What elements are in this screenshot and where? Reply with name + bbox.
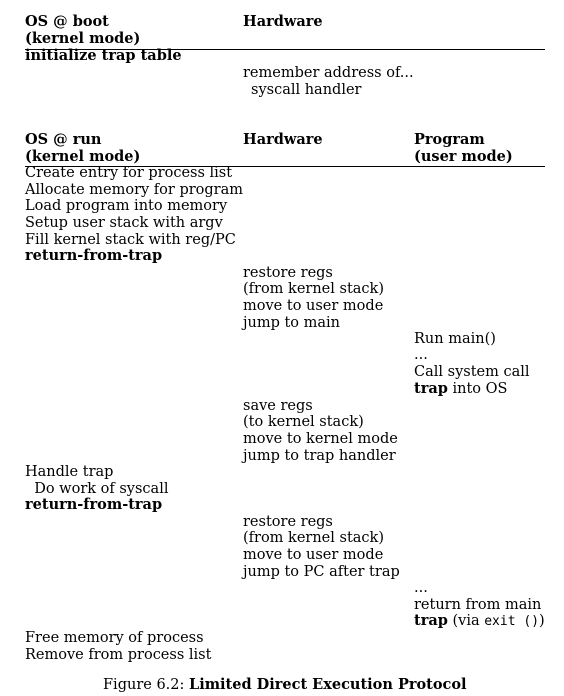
boot-hardware-header: Hardware — [243, 13, 323, 30]
figure-caption — [103, 677, 467, 694]
os-step-return-from-trap-2: return-from-trap — [25, 496, 163, 513]
prog-exit-code: exit () — [484, 614, 540, 629]
run-program-header-line2: (user mode) — [414, 148, 513, 165]
prog-close-paren: ) — [539, 613, 545, 629]
os-remove-from-process-list: Remove from process list — [25, 647, 212, 663]
os-step-create-entry: Create entry for process list — [25, 165, 233, 181]
hw-move-to-user-mode-1: move to user mode — [243, 298, 384, 314]
hw-move-to-kernel-mode: move to kernel mode — [243, 431, 398, 447]
boot-hardware-row-1: remember address of... — [243, 65, 414, 81]
boot-os-header-line2: (kernel mode) — [25, 30, 141, 47]
hw-move-to-user-mode-2: move to user mode — [243, 547, 384, 563]
hw-restore-regs-2: restore regs — [243, 514, 333, 530]
boot-os-row: initialize trap table — [25, 47, 182, 64]
hw-jump-to-trap-handler: jump to trap handler — [243, 448, 396, 464]
os-step-allocate-memory: Allocate memory for program — [25, 182, 243, 198]
prog-return-from-main: return from main — [414, 597, 542, 613]
run-os-header-line2: (kernel mode) — [25, 148, 141, 165]
hw-save-regs: save regs — [243, 398, 313, 414]
prog-trap-into-os-text: into OS — [447, 381, 508, 397]
hw-restore-regs-1: restore regs — [243, 265, 333, 281]
os-step-return-from-trap-1: return-from-trap — [25, 247, 163, 264]
run-program-header-line1: Program — [414, 131, 485, 148]
boot-os-header-line1: OS @ boot — [25, 13, 109, 30]
os-step-load-program: Load program into memory — [25, 198, 228, 214]
prog-run-main: Run main() — [414, 331, 496, 347]
os-do-work-of-syscall: Do work of syscall — [25, 481, 169, 497]
boot-hardware-row-2: syscall handler — [251, 82, 362, 98]
prog-trap-keyword-2: trap — [414, 612, 448, 629]
caption-title: Limited Direct Execution Protocol — [189, 676, 467, 693]
hw-from-kernel-stack-2: (from kernel stack) — [243, 530, 384, 546]
prog-ellipsis-1: ... — [414, 347, 428, 363]
run-hardware-header: Hardware — [243, 131, 323, 148]
hw-from-kernel-stack-1: (from kernel stack) — [243, 281, 384, 297]
prog-trap-via-exit — [414, 613, 545, 631]
run-os-header-line1: OS @ run — [25, 131, 102, 148]
caption-prefix: Figure 6.2: — [103, 677, 189, 693]
os-step-fill-kernel-stack: Fill kernel stack with reg/PC — [25, 232, 236, 248]
os-handle-trap: Handle trap — [25, 464, 114, 480]
os-free-memory: Free memory of process — [25, 630, 204, 646]
os-step-setup-stack: Setup user stack with argv — [25, 215, 223, 231]
prog-call-system-call: Call system call — [414, 364, 530, 380]
prog-ellipsis-2: ... — [414, 580, 428, 596]
hw-to-kernel-stack: (to kernel stack) — [243, 414, 364, 430]
prog-trap-keyword-1: trap — [414, 380, 448, 397]
hw-jump-to-pc-after-trap: jump to PC after trap — [243, 564, 400, 580]
hw-jump-to-main: jump to main — [243, 315, 341, 331]
prog-via-text: (via — [447, 613, 485, 629]
prog-trap-into-os — [414, 381, 507, 398]
